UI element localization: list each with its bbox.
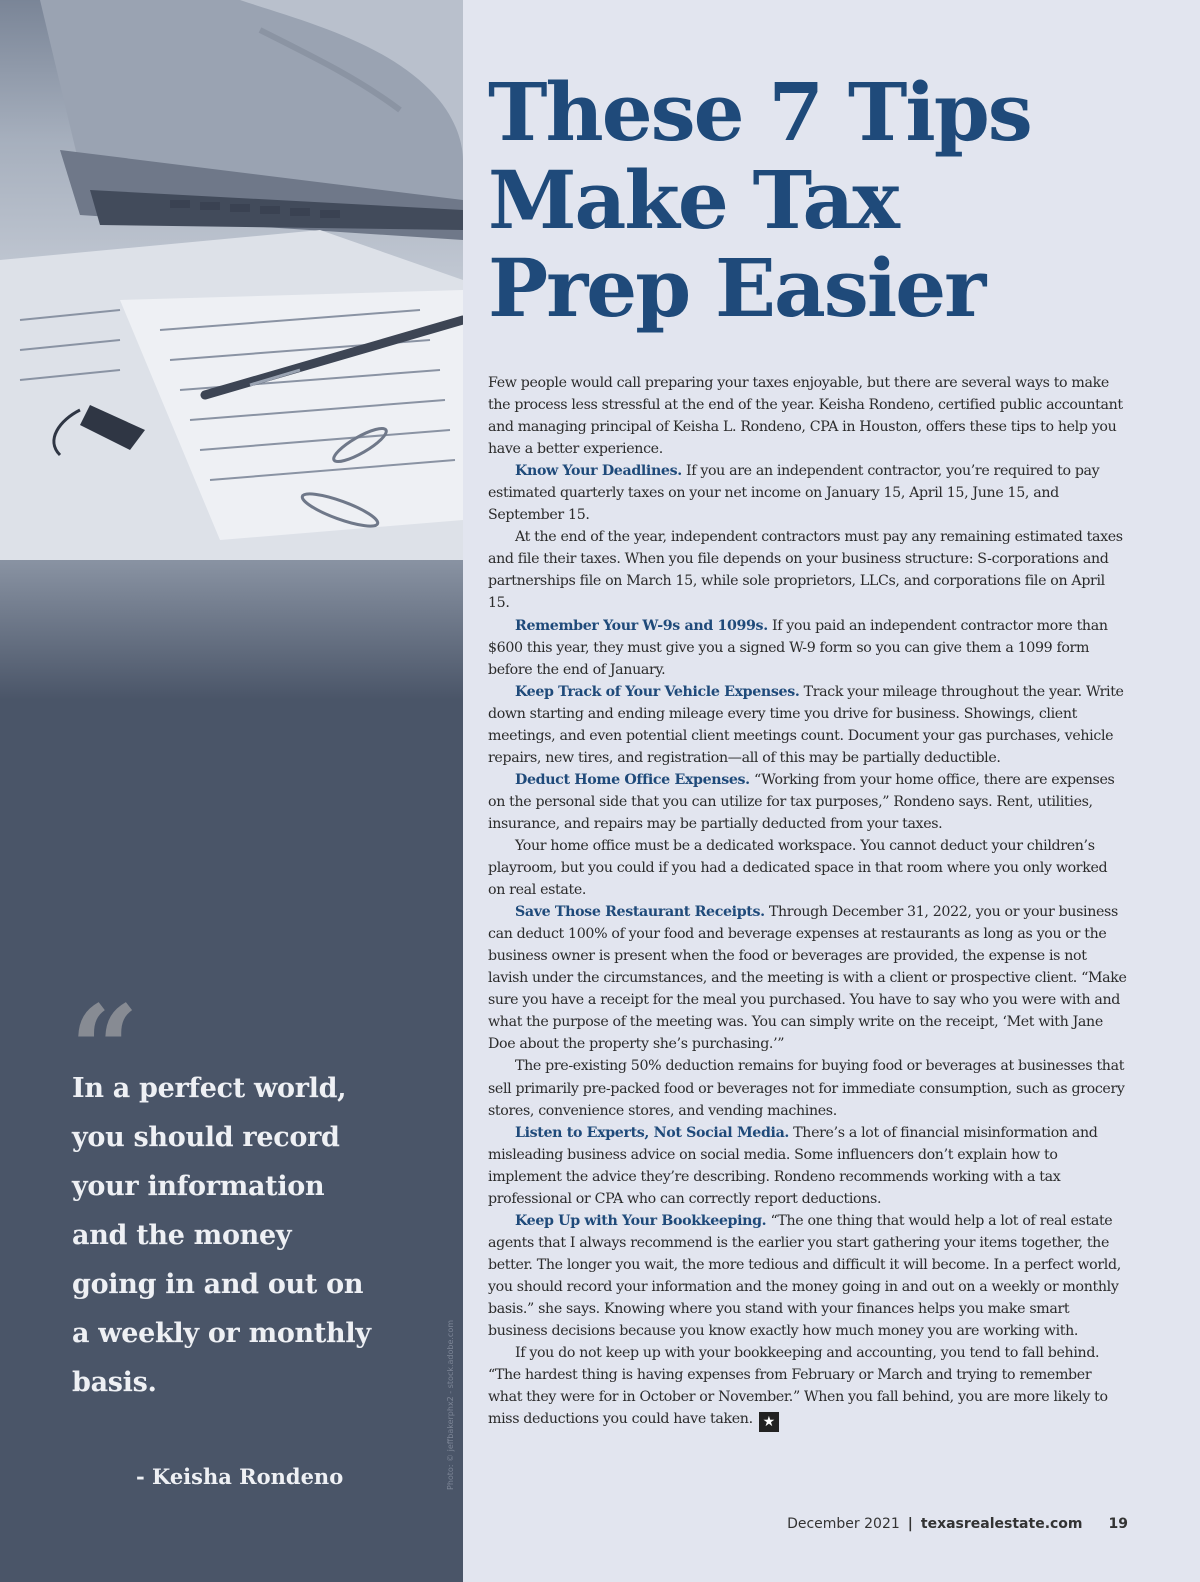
tip-4-heading: Deduct Home Office Expenses. xyxy=(515,771,750,788)
tip-1-heading: Know Your Deadlines. xyxy=(515,463,682,480)
tip-1 xyxy=(488,460,1128,526)
tip-7-continued xyxy=(488,1342,1128,1432)
tip-1-continued: At the end of the year, independent contractors must pay any remaining estimated taxes and file their taxes. When you file depends on your business structure: S-corporations and partnerships file on March 15, while sole proprietors, LLCs, and corporations file on April 15. xyxy=(488,529,1123,612)
left-column xyxy=(0,0,463,1582)
tip-6-heading: Listen to Experts, Not Social Media. xyxy=(515,1124,790,1141)
tip-3 xyxy=(488,681,1128,769)
quote-attribution: - Keisha Rondeno xyxy=(136,1464,344,1489)
tip-1-text: If you are an independent contractor, you’re required to pay estimated quarterly taxes on your net income on January 15, April 15, June 15, and September 15. xyxy=(488,463,1100,524)
photo-illustration xyxy=(0,0,463,700)
page-number: 19 xyxy=(1108,1516,1128,1532)
footer-separator: | xyxy=(907,1516,913,1532)
tip-2 xyxy=(488,615,1128,681)
tip-5-text: Through December 31, 2022, you or your business can deduct 100% of your food and beverage expenses at restaurants as long as you or the business owner is present when the food or beverages are provided, the expense is not lavish under the circumstances, and the meeting is with a client or prospective client. “Make sure you have a receipt for the meal you purchased. You have to say who you were with and what the purpose of the meeting was. You can simply write on the receipt, ‘Met with Jane Doe about the property she’s purchasing.’” xyxy=(488,904,1127,1053)
tip-3-heading: Keep Track of Your Vehicle Expenses. xyxy=(515,683,800,700)
tip-2-text: If you paid an independent contractor more than $600 this year, they must give you a signed W-9 form so you can give them a 1099 form before the end of January. xyxy=(488,617,1108,678)
tip-4-continued: Your home office must be a dedicated workspace. You cannot deduct your children’s playroom, but you could if you had a dedicated space in that room where you only worked on real estate. xyxy=(488,837,1108,899)
tip-7-closing-text: If you do not keep up with your bookkeeping and accounting, you tend to fall behind. “The hardest thing is having expenses from February or March and trying to remember what they were for in October or November.” When you fall behind, you are more likely to miss deductions you could have taken. xyxy=(488,1345,1108,1428)
quote-mark-icon: “ xyxy=(70,979,140,1120)
intro-paragraph: Few people would call preparing your taxes enjoyable, but there are several ways to make the process less stressful at the end of the year. Keisha Rondeno, certified public accountant and managing principal of Keisha L. Rondeno, CPA in Houston, offers these tips to help you have a better experience. xyxy=(488,375,1123,458)
tip-7 xyxy=(488,1210,1128,1342)
pull-quote: In a perfect world, you should record your information and the money going in and out on a weekly or monthly basis. xyxy=(72,1073,371,1398)
tip-7-heading: Keep Up with Your Bookkeeping. xyxy=(515,1212,767,1229)
page-footer xyxy=(787,1516,1128,1532)
tip-5-continued: The pre-existing 50% deduction remains for buying food or beverages at businesses that sell primarily pre-packed food or beverages not for immediate consumption, such as grocery stores, convenience stores, and vending machines. xyxy=(488,1058,1125,1119)
tip-3-text: Track your mileage throughout the year. Write down starting and ending mileage every time you drive for business. Showings, client meetings, and even potential client meetings count. Document your gas purchases, vehicle repairs, new tires, and registration—all of this may be partially deductible. xyxy=(488,683,1124,766)
star-end-icon: ★ xyxy=(759,1412,779,1432)
tip-5 xyxy=(488,901,1128,1055)
article-title xyxy=(488,65,1178,335)
laptop-tax-forms-photo xyxy=(0,0,463,700)
tip-2-heading: Remember Your W-9s and 1099s. xyxy=(515,617,768,634)
tip-7-text: “The one thing that would help a lot of real estate agents that I always recommend is the earlier you start gathering your items together, the better. The longer you wait, the more tedious and difficult it will become. In a perfect world, you should record your information and the money going in and out on a weekly or monthly basis.” she says. Knowing where you stand with your finances helps you make smart business decisions because you know exactly how much money you are working with. xyxy=(488,1212,1121,1340)
tip-6 xyxy=(488,1122,1128,1210)
tip-4 xyxy=(488,769,1128,835)
article-body xyxy=(488,372,1128,1432)
title-line-2: Make Tax xyxy=(488,153,898,247)
website-link[interactable]: texasrealestate.com xyxy=(920,1516,1083,1532)
title-line-1: These 7 Tips xyxy=(488,65,1031,159)
tip-6-text: There’s a lot of financial misinformation and misleading business advice on social media. Some influencers don’t explain how to implement the advice they’re describing. Rondeno recommends working with a tax professional or CPA who can correctly report deductions. xyxy=(488,1124,1098,1207)
tip-5-heading: Save Those Restaurant Receipts. xyxy=(515,904,765,921)
photo-credit: Photo: © jeffbakerphx2 - stock.adobe.com xyxy=(446,1319,455,1490)
issue-date: December 2021 xyxy=(787,1516,900,1532)
title-line-3: Prep Easier xyxy=(488,241,985,335)
tip-4-text: “Working from your home office, there are expenses on the personal side that you can utilize for tax purposes,” Rondeno says. Rent, utilities, insurance, and repairs may be partially deducted from your taxes. xyxy=(488,771,1115,832)
